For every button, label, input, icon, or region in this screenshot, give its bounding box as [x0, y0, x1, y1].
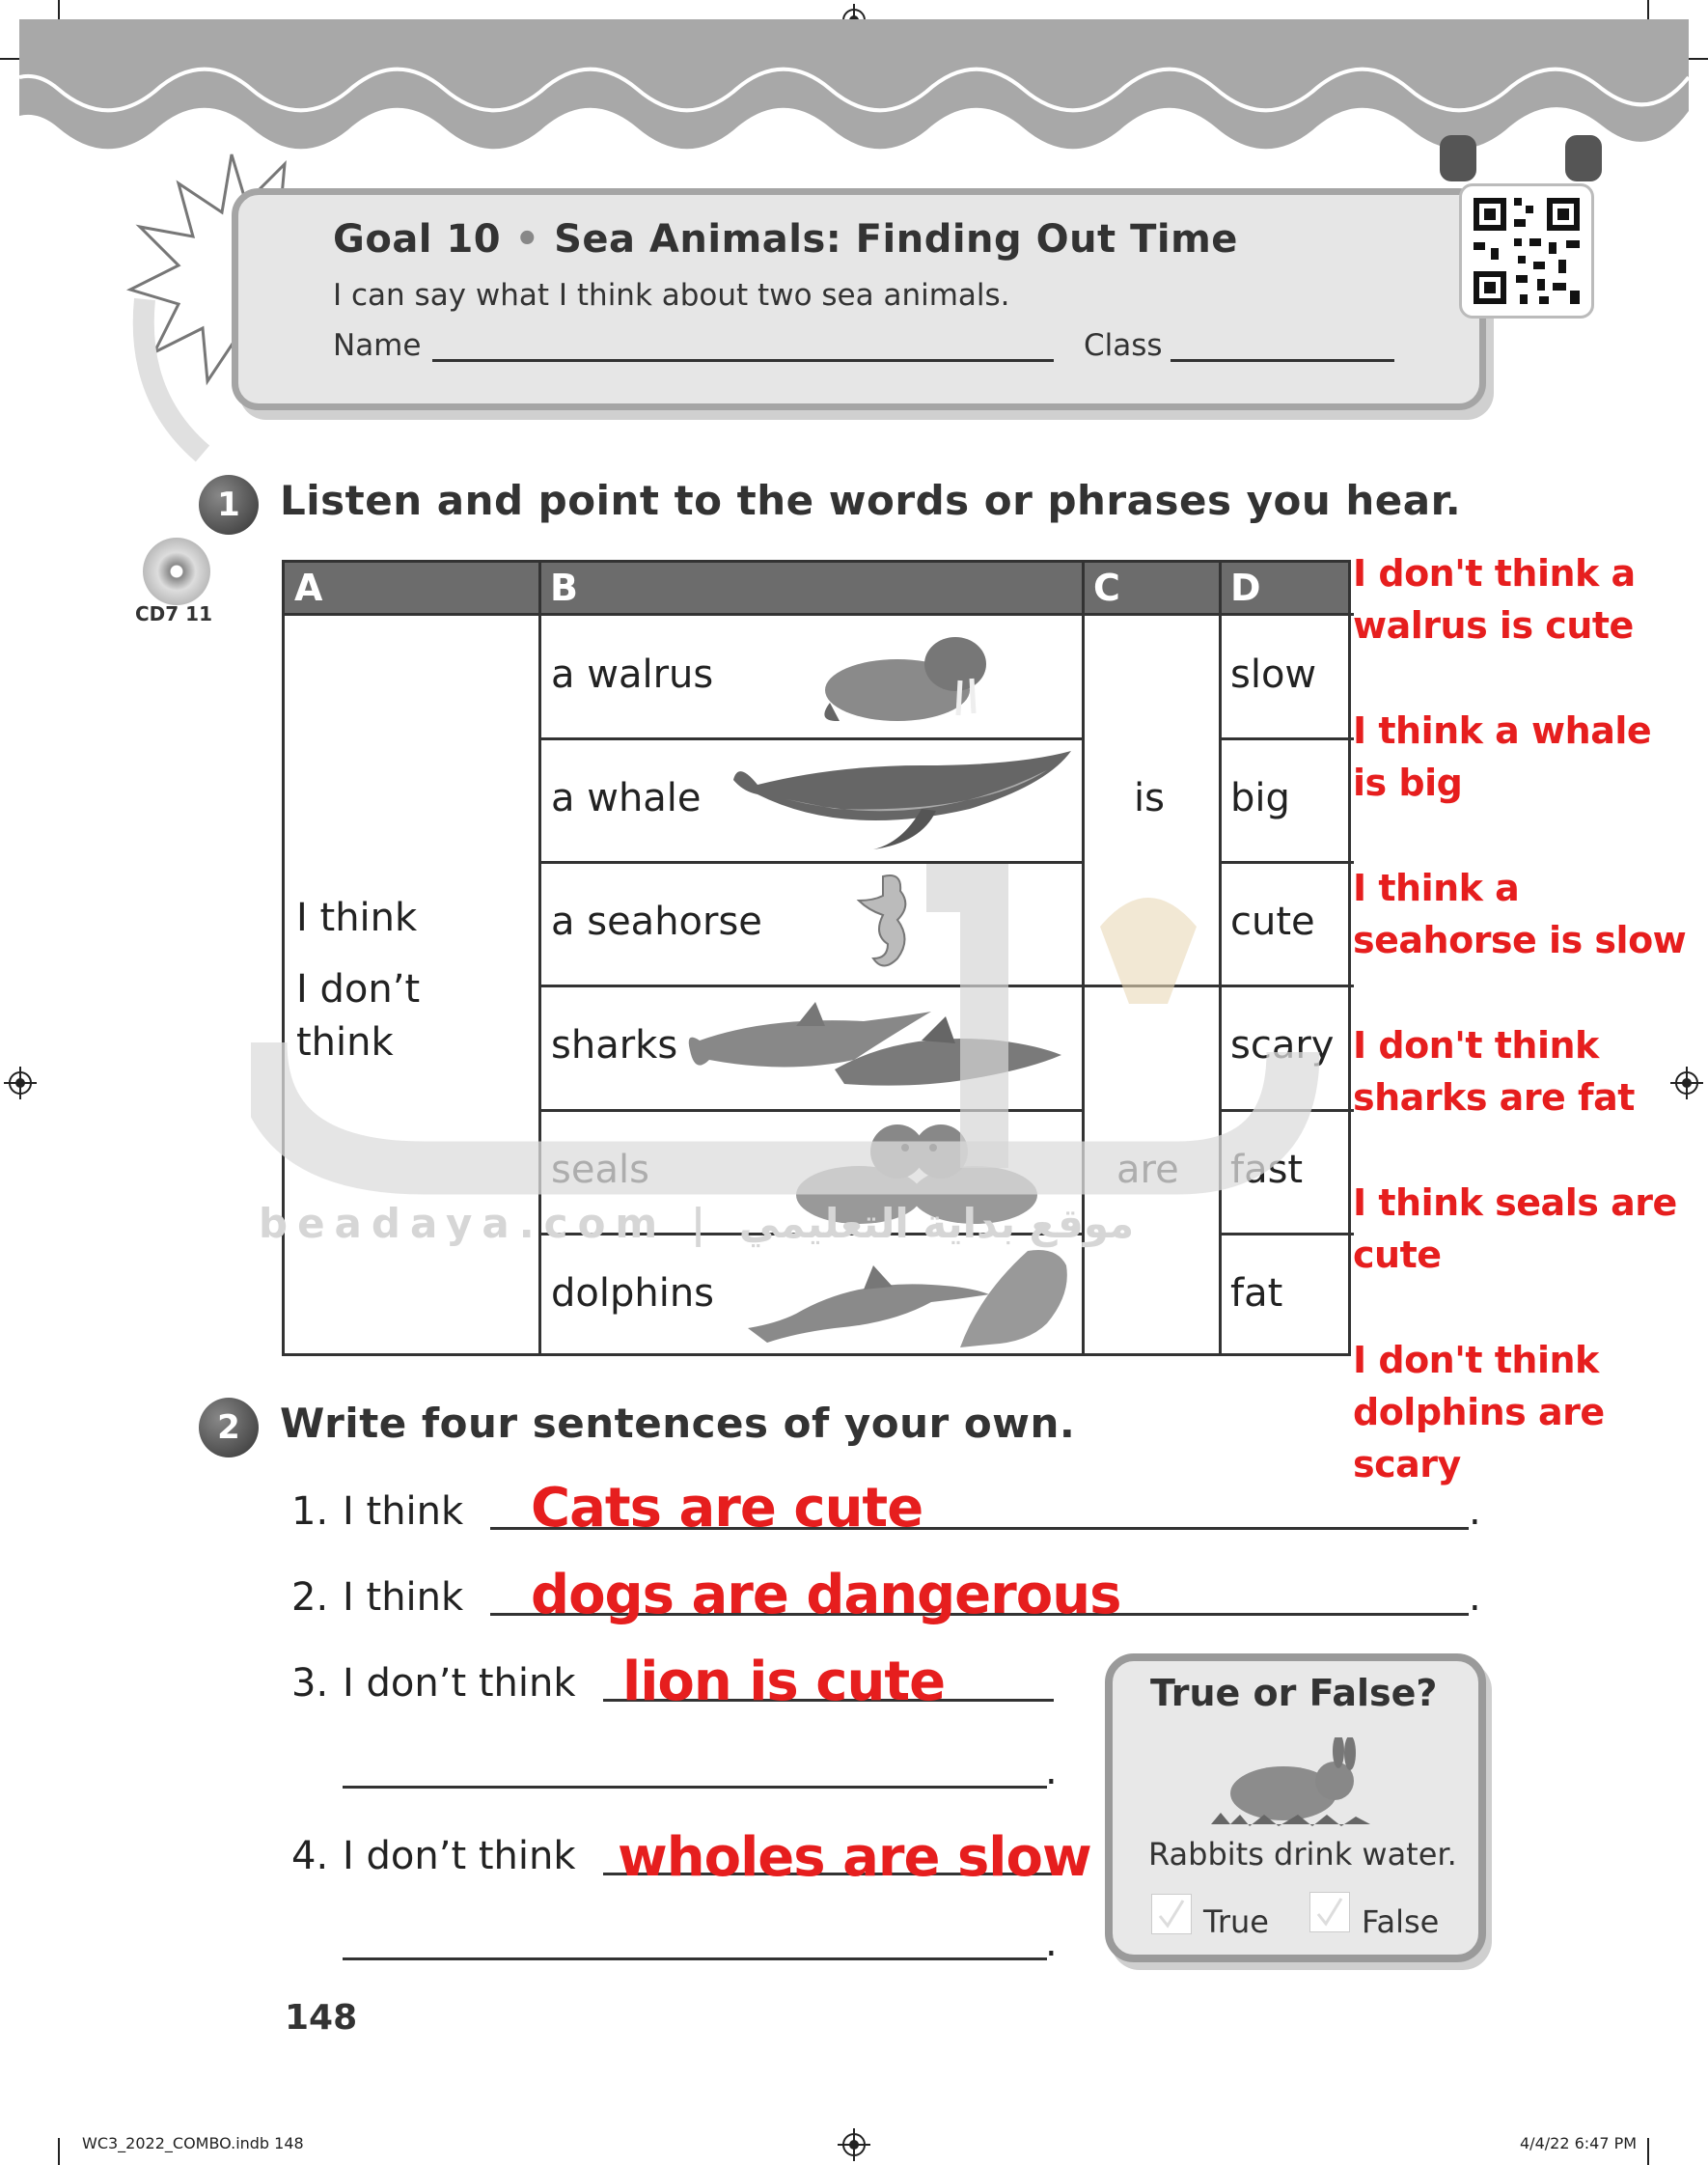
qr-code-icon[interactable]: [1459, 183, 1594, 319]
watermark-text: beadaya.com | موقع بداية التعليمي: [259, 1200, 1135, 1247]
row-divider: [538, 737, 1082, 740]
column-header-a: A: [285, 563, 540, 613]
item-2-answer[interactable]: dogs are dangerous: [531, 1564, 1121, 1626]
item-3-answer[interactable]: lion is cute: [622, 1651, 946, 1713]
adjective-cute[interactable]: cute: [1230, 900, 1315, 944]
true-checkbox[interactable]: [1151, 1894, 1192, 1934]
item-3-line-2[interactable]: [343, 1786, 1047, 1789]
goal-subtitle: I can say what I think about two sea animals.: [333, 278, 1010, 313]
name-field[interactable]: [432, 359, 1054, 362]
item-1-prompt: I think: [343, 1489, 464, 1534]
item-1-period: .: [1469, 1489, 1481, 1534]
whale-icon: [729, 741, 1076, 857]
registration-mark-icon: [838, 2128, 870, 2161]
goal-label: Goal 10: [333, 217, 502, 262]
item-1-number: 1.: [291, 1489, 329, 1534]
answer-note-1: I don't think a walrus is cute: [1353, 552, 1636, 647]
item-3-period: .: [1045, 1749, 1058, 1793]
row-divider: [1219, 737, 1354, 740]
item-3-prompt: I don’t think: [343, 1661, 576, 1706]
item-4-period: .: [1045, 1921, 1058, 1965]
true-false-title: True or False?: [1150, 1672, 1438, 1714]
animal-walrus[interactable]: a walrus: [551, 652, 714, 697]
item-2-number: 2.: [291, 1575, 329, 1620]
column-header-c: C: [1084, 563, 1221, 613]
adjective-fat[interactable]: fat: [1230, 1271, 1283, 1316]
animal-whale[interactable]: a whale: [551, 776, 702, 820]
section-2-number: 2: [199, 1398, 259, 1457]
name-label: Name: [333, 328, 422, 363]
verb-is[interactable]: is: [1134, 776, 1165, 820]
item-2-period: .: [1469, 1575, 1481, 1620]
rabbit-icon: [1211, 1737, 1370, 1829]
true-label[interactable]: True: [1203, 1903, 1269, 1940]
verb-are[interactable]: are: [1116, 1148, 1179, 1192]
adjective-slow[interactable]: slow: [1230, 652, 1317, 697]
crop-mark: [58, 2138, 60, 2165]
true-false-statement: Rabbits drink water.: [1148, 1836, 1457, 1873]
answer-note-2: I think a whale is big: [1353, 709, 1652, 804]
adjective-scary[interactable]: scary: [1230, 1023, 1335, 1068]
item-4-number: 4.: [291, 1834, 329, 1878]
item-3-number: 3.: [291, 1661, 329, 1706]
class-field[interactable]: [1171, 359, 1394, 362]
walrus-icon: [815, 621, 999, 732]
goal-topic: Sea Animals: Finding Out Time: [554, 217, 1238, 262]
answer-note-5: I think seals are cute: [1353, 1181, 1677, 1276]
cd-icon[interactable]: [143, 538, 210, 605]
phrase-i-dont-think[interactable]: I don’t think: [296, 967, 421, 1065]
headphone-right-icon: [1565, 135, 1602, 181]
header-divider: [285, 613, 1354, 616]
bullet-separator: •: [514, 217, 540, 262]
column-header-d: D: [1221, 563, 1348, 613]
adjective-fast[interactable]: fast: [1230, 1148, 1304, 1192]
cd-track-label: CD7 11: [135, 602, 212, 625]
answer-note-3: I think a seahorse is slow: [1353, 867, 1687, 961]
adjective-big[interactable]: big: [1230, 776, 1290, 820]
section-2-instruction: Write four sentences of your own.: [280, 1400, 1076, 1447]
beadaya-logo-watermark: [251, 849, 1361, 1197]
answer-note-4: I don't think sharks are fat: [1353, 1024, 1635, 1119]
crop-mark: [1647, 2138, 1649, 2165]
page-number: 148: [285, 1998, 358, 2038]
item-4-answer[interactable]: wholes are slow: [618, 1826, 1091, 1889]
answer-note-6: I don't think dolphins are scary: [1353, 1339, 1605, 1485]
item-1-answer[interactable]: Cats are cute: [531, 1477, 923, 1540]
section-1-instruction: Listen and point to the words or phrases you hear.: [280, 477, 1462, 524]
animal-dolphins[interactable]: dolphins: [551, 1271, 715, 1316]
animal-seals[interactable]: seals: [551, 1148, 649, 1192]
footer-date-info: 4/4/22 6:47 PM: [1520, 2134, 1638, 2152]
false-label[interactable]: False: [1362, 1903, 1440, 1940]
item-4-prompt: I don’t think: [343, 1834, 576, 1878]
animal-sharks[interactable]: sharks: [551, 1023, 678, 1068]
dolphins-icon: [738, 1236, 1086, 1357]
class-label: Class: [1084, 328, 1163, 363]
false-checkbox[interactable]: [1309, 1892, 1350, 1932]
row-divider: [1219, 1233, 1354, 1235]
goal-title: [333, 217, 1238, 262]
column-header-b: B: [540, 563, 1084, 613]
section-1-number: 1: [199, 475, 259, 535]
footer-file-info: WC3_2022_COMBO.indb 148: [82, 2134, 304, 2152]
item-2-prompt: I think: [343, 1575, 464, 1620]
registration-mark-icon: [4, 1067, 37, 1099]
animal-seahorse[interactable]: a seahorse: [551, 900, 762, 944]
phrase-i-think[interactable]: I think: [296, 896, 418, 940]
item-4-line-2[interactable]: [343, 1957, 1047, 1960]
headphone-left-icon: [1440, 135, 1476, 181]
wavy-banner: [19, 19, 1689, 164]
